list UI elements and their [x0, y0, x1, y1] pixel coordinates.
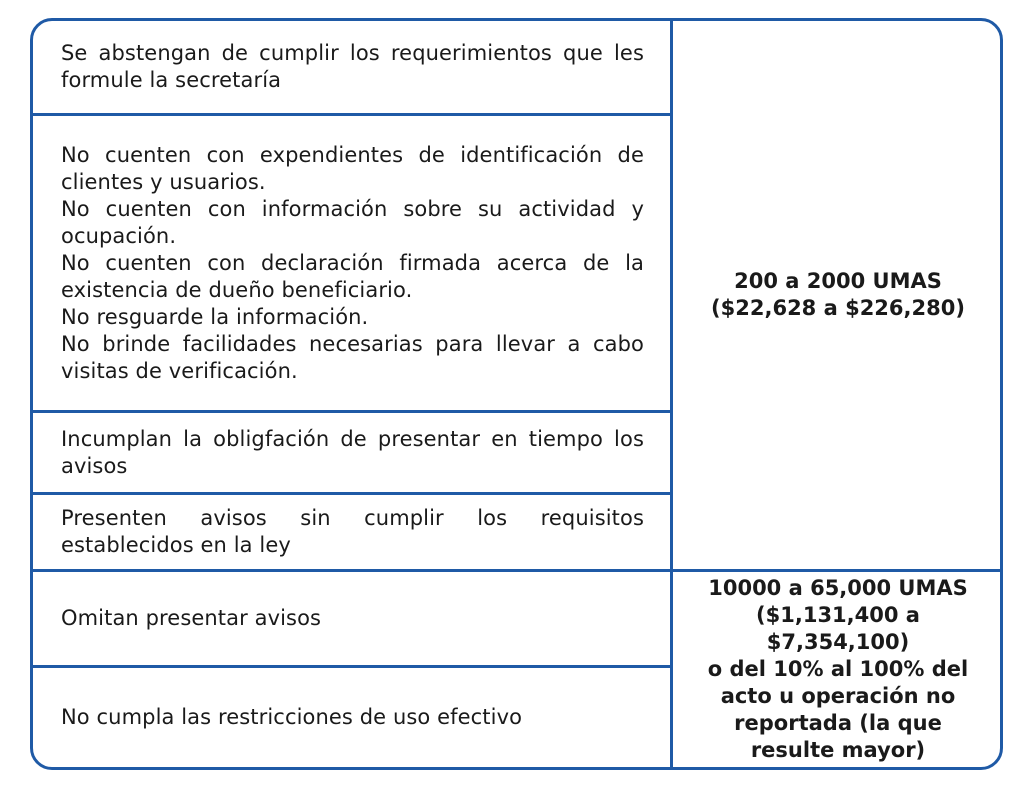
infraction-text: formule la secretaría [61, 68, 282, 92]
infraction-row [33, 413, 670, 495]
infraction-text: No cumpla las restricciones de uso efectivo [61, 705, 523, 729]
penalty-text: ($1,131,400 a $7,354,100) [756, 603, 920, 654]
penalty-text: 10000 a 65,000 UMAS [708, 576, 968, 600]
infraction-text: No cuenten con declaración firmada acerca de la [61, 250, 644, 275]
infraction-text: Omitan presentar avisos [61, 606, 322, 630]
infraction-text: No resguarde la información. [61, 304, 369, 329]
infraction-row [33, 21, 670, 116]
penalty-text: o del 10% al 100% del [707, 657, 969, 681]
penalty-cell-group-b [673, 572, 1003, 767]
infraction-row [33, 116, 670, 413]
penalty-text: reportada (la que [734, 711, 942, 735]
sanctions-table [30, 18, 1003, 770]
infraction-text: visitas de verificación. [61, 358, 298, 383]
penalty-text: resulte mayor) [750, 738, 926, 762]
infraction-text: ocupación. [61, 223, 177, 248]
infraction-text: No cuenten con expendientes de identificación de [61, 142, 644, 167]
infraction-text: establecidos en la ley [61, 533, 291, 557]
infraction-text: clientes y usuarios. [61, 169, 266, 194]
infraction-text: No brinde facilidades necesarias para llevar a cabo [61, 331, 644, 356]
penalty-cell-group-a [673, 21, 1003, 572]
penalty-text: 200 a 2000 UMAS [734, 269, 942, 293]
infraction-text: No cuenten con información sobre su actividad y [61, 196, 644, 221]
penalty-text: ($22,628 a $226,280) [711, 296, 965, 320]
infraction-text: Se abstengan de cumplir los requerimientos que les [61, 41, 644, 65]
infractions-column [33, 21, 673, 767]
infraction-row [33, 668, 670, 767]
infraction-row [33, 495, 670, 572]
infraction-text: existencia de dueño beneficiario. [61, 277, 413, 302]
penalty-text: acto u operación no [720, 684, 956, 708]
infraction-text: Incumplan la obligfación de presentar en tiempo los [61, 426, 644, 451]
infraction-text: Presenten avisos sin cumplir los requisitos [61, 506, 644, 530]
infraction-text: avisos [61, 453, 128, 478]
infraction-row [33, 572, 670, 668]
